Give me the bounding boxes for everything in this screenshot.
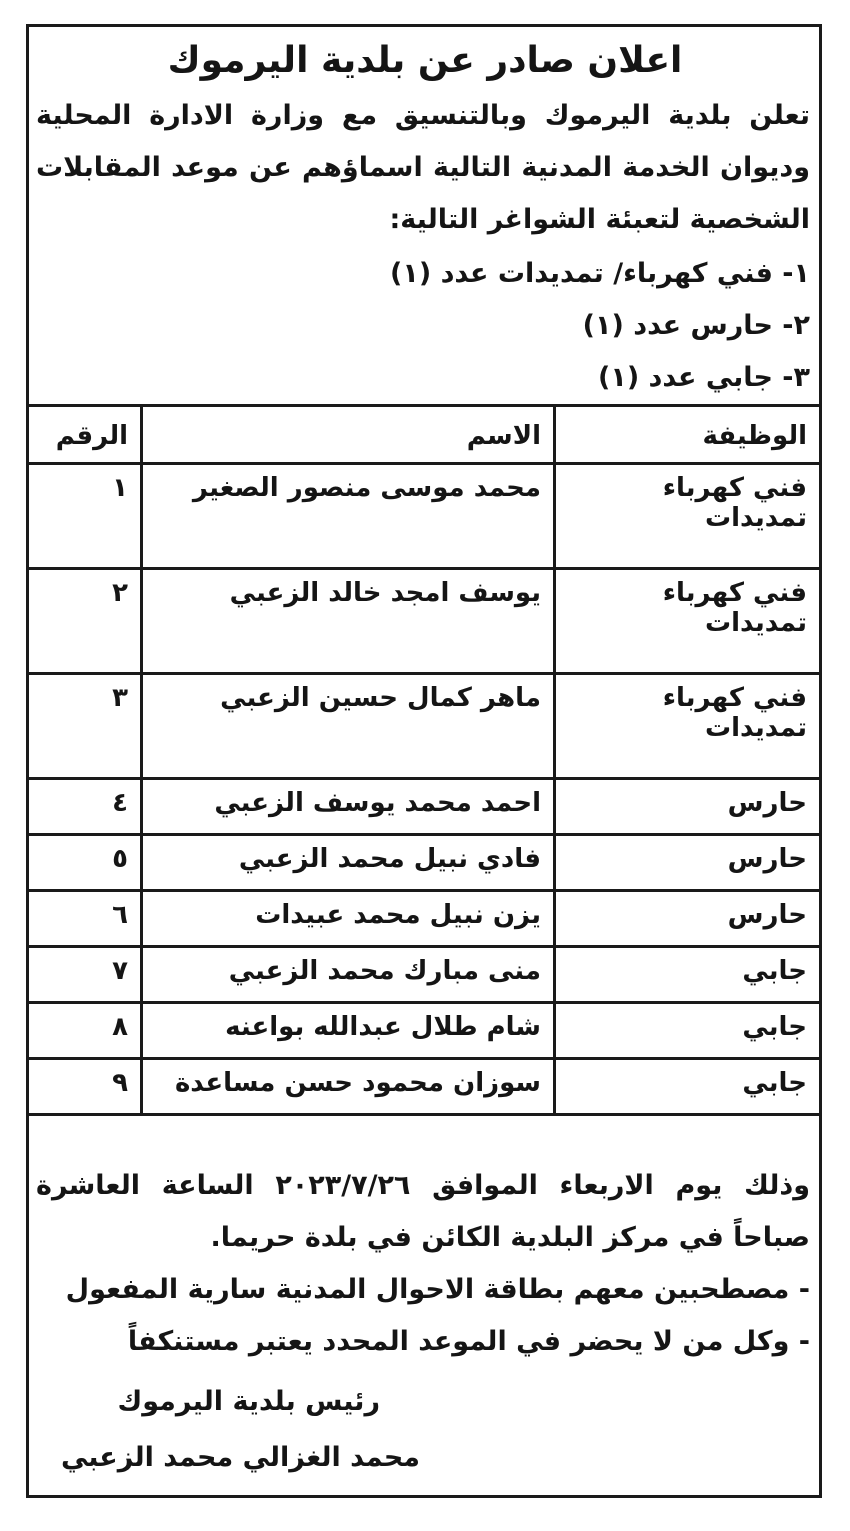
row-job [556,570,819,672]
header-name: الاسم [140,407,556,462]
table-row [29,570,819,675]
intro-line-3: الشخصية لتعبئة الشواغر التالية: [389,204,810,235]
announcement-title: اعلان صادر عن بلدية اليرموك [167,40,683,81]
table-row [29,675,819,780]
closing-line-2: صباحاً في مركز البلدية الكائن في بلدة حريما. [210,1222,810,1253]
row-job: حارس [727,788,807,818]
row-number: ٨ [112,1012,128,1042]
table-row [29,1060,819,1116]
row-number: ٩ [112,1068,128,1098]
closing-line-4: - وكل من لا يحضر في الموعد المحدد يعتبر مستنكفاً [127,1326,810,1357]
row-name: سوزان محمود حسن مساعدة [140,1060,556,1113]
position-item-3: ٣- جابي عدد (١) [597,362,810,393]
table-row [29,780,819,836]
row-job: جابي [742,1012,807,1042]
table-row [29,892,819,948]
table-row [29,1004,819,1060]
row-job: جابي [742,956,807,986]
row-job-line-1: فني كهرباء [662,683,807,713]
table-row [29,465,819,570]
row-name: منى مبارك محمد الزعبي [140,948,556,1001]
signature-role: رئيس بلدية اليرموك [117,1386,380,1417]
header-job: الوظيفة [702,421,807,451]
intro-line-2: وديوان الخدمة المدنية التالية اسماؤهم عن موعد المقابلات [36,152,810,183]
row-job: جابي [742,1068,807,1098]
row-job-line-2: تمديدات [704,608,807,638]
candidates-table [29,404,819,1116]
row-name: احمد محمد يوسف الزعبي [140,780,556,833]
row-job [556,675,819,777]
row-name: فادي نبيل محمد الزعبي [140,836,556,889]
row-number: ٢ [112,578,128,608]
table-row [29,836,819,892]
row-number: ٦ [112,900,128,930]
intro-line-1: تعلن بلدية اليرموك وبالتنسيق مع وزارة الادارة المحلية [36,100,810,131]
row-name: محمد موسى منصور الصغير [140,465,556,567]
row-name: يزن نبيل محمد عبيدات [140,892,556,945]
row-job-line-1: فني كهرباء [662,578,807,608]
row-name: ماهر كمال حسين الزعبي [140,675,556,777]
position-item-2: ٢- حارس عدد (١) [582,310,810,341]
header-number: الرقم [55,421,128,451]
row-job-line-2: تمديدات [704,713,807,743]
row-job-line-1: فني كهرباء [662,473,807,503]
row-number: ٤ [112,788,128,818]
row-name: شام طلال عبدالله بواعنه [140,1004,556,1057]
position-item-1: ١- فني كهرباء/ تمديدات عدد (١) [390,258,810,289]
row-job-line-2: تمديدات [704,503,807,533]
closing-line-3: - مصطحبين معهم بطاقة الاحوال المدنية سارية المفعول [65,1274,810,1305]
table-header-row [29,407,819,465]
closing-line-1: وذلك يوم الاربعاء الموافق ٢٠٢٣/٧/٢٦ الساعة العاشرة [36,1170,810,1201]
signature-name: محمد الغزالي محمد الزعبي [60,1442,420,1473]
table-row [29,948,819,1004]
row-job: حارس [727,900,807,930]
row-job: حارس [727,844,807,874]
row-number: ١ [112,473,128,503]
row-number: ٣ [112,683,128,713]
row-job [556,465,819,567]
row-number: ٧ [112,956,128,986]
row-name: يوسف امجد خالد الزعبي [140,570,556,672]
row-number: ٥ [112,844,128,874]
